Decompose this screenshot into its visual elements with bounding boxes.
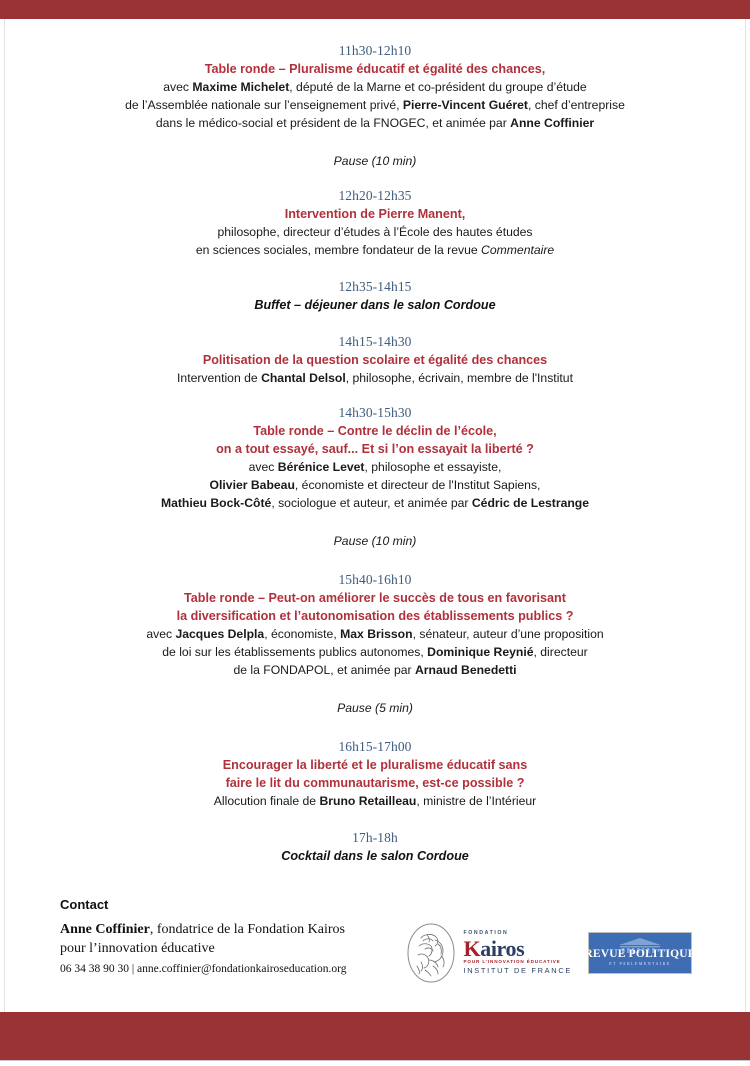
speaker-name: Arnaud Benedetti — [414, 663, 517, 677]
bottom-red-bar — [0, 1012, 750, 1060]
program-block-7 — [56, 737, 694, 810]
block-5-desc-line-2 — [56, 476, 694, 494]
block-4-desc-line-1 — [56, 369, 694, 387]
block-2-time: 12h20-12h35 — [338, 188, 412, 203]
kairos-medallion-icon — [405, 922, 457, 984]
block-4-title: Politisation de la question scolaire et égalité des chances — [202, 353, 548, 367]
text-fragment: , économiste, — [264, 627, 341, 641]
text-fragment: , directeur — [533, 645, 588, 659]
block-5-title-line-1: Table ronde – Contre le déclin de l’école, — [253, 424, 497, 438]
contact-name-line — [60, 920, 346, 939]
speaker-name: Jacques Delpla — [175, 627, 265, 641]
block-5-time: 14h30-15h30 — [338, 405, 412, 420]
kairos-tagline: POUR L'INNOVATION ÉDUCATIVE — [463, 958, 561, 964]
contact-name: Anne Coffinier — [60, 922, 150, 937]
speaker-name: Anne Coffinier — [510, 116, 595, 130]
block-2-title: Intervention de Pierre Manent, — [284, 207, 466, 221]
block-2-desc-line-1: philosophe, directeur d’études à l’École des hautes études — [217, 225, 533, 239]
block-2-desc-line-2 — [56, 241, 694, 259]
block-6-desc-line-3 — [56, 661, 694, 679]
speaker-name: Dominique Reynié — [427, 645, 534, 659]
text-fragment: en sciences sociales, membre fondateur de la revue — [195, 243, 482, 257]
block-3-time: 12h35-14h15 — [338, 279, 412, 294]
block-6-time: 15h40-16h10 — [338, 572, 412, 587]
contact-heading: Contact — [60, 897, 109, 912]
block-5-desc-line-1 — [56, 458, 694, 476]
revue-title-line-2: ET PARLEMENTAIRE — [609, 961, 671, 966]
kairos-logo — [405, 922, 572, 984]
speaker-name: Mathieu Bock-Côté — [160, 496, 272, 510]
text-fragment: , philosophe, écrivain, membre de l'Institut — [345, 371, 573, 385]
block-1-title: Table ronde – Pluralisme éducatif et égalité des chances, — [204, 62, 546, 76]
speaker-name: Bérénice Levet — [277, 460, 365, 474]
block-6-title-line-1: Table ronde – Peut-on améliorer le succès de tous en favorisant — [184, 591, 566, 605]
block-1-desc-line-2 — [56, 96, 694, 114]
text-fragment: avec — [146, 627, 176, 641]
pause-3: Pause (5 min) — [337, 701, 413, 715]
contact-block — [60, 895, 346, 978]
contact-phone-email: 06 34 38 90 30 | anne.coffinier@fondationkairoseducation.org — [60, 963, 347, 975]
program-content — [4, 19, 746, 865]
text-fragment: Allocution finale de — [213, 794, 320, 808]
text-fragment: Intervention de — [177, 371, 262, 385]
program-block-4 — [56, 332, 694, 387]
block-7-title-line-2: faire le lit du communautarisme, est-ce possible ? — [225, 776, 525, 790]
text-fragment: avec — [163, 80, 193, 94]
block-6-title-line-2: la diversification et l’autonomisation des établissements publics ? — [176, 609, 574, 623]
revue-politique-logo — [584, 932, 696, 974]
text-fragment: , député de la Marne et co-président du groupe d’étude — [289, 80, 587, 94]
block-6-desc-line-2 — [56, 643, 694, 661]
text-fragment: , sociologue et auteur, et animée par — [271, 496, 472, 510]
contact-role: , fondatrice de la Fondation Kairos — [149, 922, 345, 937]
revue-title-line-1: REVUE POLITIQUE — [584, 947, 696, 960]
block-7-desc-line-1 — [56, 792, 694, 810]
text-fragment: de la FONDAPOL, et animée par — [233, 663, 415, 677]
block-7-time: 16h15-17h00 — [338, 739, 412, 754]
speaker-name: Olivier Babeau — [209, 478, 295, 492]
speaker-name: Bruno Retailleau — [319, 794, 417, 808]
block-1-desc-line-3 — [56, 114, 694, 132]
block-7-title-line-1: Encourager la liberté et le pluralisme éducatif sans — [222, 758, 528, 772]
contact-role-line-2: pour l’innovation éducative — [60, 941, 215, 956]
block-1-desc-line-1 — [56, 78, 694, 96]
pause-2: Pause (10 min) — [333, 534, 417, 548]
block-8-meal: Cocktail dans le salon Cordoue — [281, 849, 469, 863]
kairos-name-rest: airos — [480, 935, 525, 961]
block-5-title-line-2: on a tout essayé, sauf... Et si l’on essayait la liberté ? — [216, 442, 534, 456]
program-block-6 — [56, 570, 694, 679]
program-block-2 — [56, 186, 694, 259]
block-1-time: 11h30-12h10 — [338, 43, 412, 58]
text-fragment: de loi sur les établissements publics autonomes, — [162, 645, 428, 659]
text-fragment: , philosophe et essayiste, — [364, 460, 502, 474]
text-fragment: avec — [248, 460, 278, 474]
kairos-k-letter: K — [463, 935, 481, 961]
block-6-desc-line-1 — [56, 625, 694, 643]
pause-1: Pause (10 min) — [333, 154, 417, 168]
top-red-bar — [0, 0, 750, 19]
block-4-time: 14h15-14h30 — [338, 334, 412, 349]
speaker-name: Max Brisson — [340, 627, 413, 641]
text-fragment: dans le médico-social et président de la FNOGEC, et animée par — [155, 116, 511, 130]
program-block-3 — [56, 277, 694, 314]
block-3-meal: Buffet – déjeuner dans le salon Cordoue — [254, 298, 496, 312]
kairos-wordmark — [464, 931, 572, 974]
speaker-name: Cédric de Lestrange — [471, 496, 590, 510]
text-fragment: , sénateur, auteur d’une proposition — [412, 627, 604, 641]
kairos-fondation-label: FONDATION — [463, 930, 509, 937]
publication-name: Commentaire — [481, 243, 555, 257]
text-fragment: de l’Assemblée nationale sur l’enseignement privé, — [125, 98, 403, 112]
page-bottom-edge — [0, 1060, 750, 1066]
speaker-name: Chantal Delsol — [261, 371, 346, 385]
kairos-institut-label: INSTITUT DE FRANCE — [463, 966, 572, 976]
block-8-time: 17h-18h — [352, 830, 398, 845]
logo-group — [405, 895, 696, 984]
program-block-8 — [56, 828, 694, 865]
text-fragment: , économiste et directeur de l'Institut Sapiens, — [294, 478, 541, 492]
text-fragment: , ministre de l’Intérieur — [416, 794, 537, 808]
speaker-name: Maxime Michelet — [192, 80, 290, 94]
text-fragment: , chef d’entreprise — [527, 98, 625, 112]
program-block-5 — [56, 403, 694, 512]
program-block-1 — [56, 41, 694, 132]
block-5-desc-line-3 — [56, 494, 694, 512]
speaker-name: Pierre-Vincent Guéret — [402, 98, 528, 112]
footer — [4, 895, 746, 984]
